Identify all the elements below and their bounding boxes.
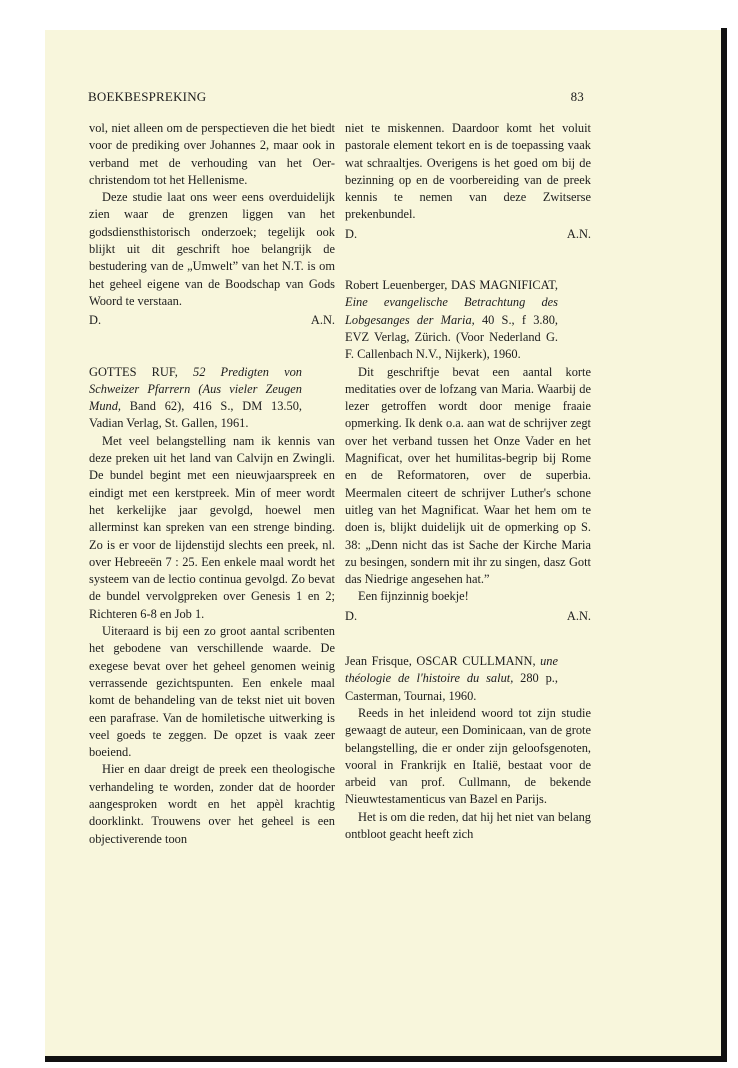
review-heading-text: Jean Frisque, OSCAR CULLMANN, [345, 654, 541, 669]
signature [345, 608, 591, 625]
paragraph: Reeds in het inleidend woord tot zijn studie gewaagt de auteur, een Dominicaan, van de grote belangstelling, die er onder zijn geloofsgenoten, vooral in Frankrijk en Italië, bestaat voor de arbeid van prof. Cullmann, de bekende Nieuwtestamenticus van Bazel en Parijs. [345, 705, 591, 807]
paragraph: Het is om die reden, dat hij het niet van belang ontbloot geacht heeft zich [345, 809, 591, 841]
paragraph: Deze studie laat ons weer eens overduidelijk zien waar de grenzen liggen van het godsdiensthistorisch onderzoek; tegelijk ook blijkt uit dit geschrift hoe belangrijk de bestudering van de „Umwelt” van het N.T. is om het geheel eigene van de Boodschap van Gods Woord te verstaan. [89, 190, 335, 308]
paragraph: Met veel belangstelling nam ik kennis van deze preken uit het land van Calvijn en Zwingli. De bundel begint met een nieuwjaarspreek en eindigt met een kerstpreek. Min of meer wordt het kerkelijke jaar gevolgd, hoewel men allerminst kan spreken van een strenge binding. Zo is er voor de lijdenstijd slechts een preek, nl. over Hebreeën 7 : 25. Een enkele maal wordt het systeem van de lectio continua gevolgd. Zo bevat de bundel vervolgpreken over Genesis 1 en 2; Richteren 6-8 en Job 1. [89, 433, 335, 621]
page-number: 83 [570, 89, 584, 104]
paragraph: vol, niet alleen om de perspectieven die het biedt voor de prediking over Johannes 2, maar ook in verband met de verhouding van het Oer-christendom tot het Hellenisme. [89, 121, 335, 187]
running-header [88, 89, 584, 109]
review-heading-italic: une théologie de l'histoire du salut, [345, 654, 558, 686]
paragraph: niet te miskennen. Daardoor komt het voluit pastorale element tekort en is de toepassing vaak wat schraaltjes. Overigens is het goed om bij de bezinning op en de voorbereiding van de preek kennis te nemen van deze Zwitserse prekenbundel. [345, 121, 591, 222]
left-column [89, 120, 335, 848]
review-heading [345, 277, 558, 363]
signature-right: A.N. [310, 313, 335, 328]
review-heading [89, 364, 302, 433]
signature-left: D. [345, 608, 358, 623]
signature [89, 312, 335, 329]
review-heading-text: GOTTES RUF, [89, 364, 193, 379]
review-heading [345, 653, 558, 705]
page-edge-shadow-bottom [45, 1056, 727, 1062]
paragraph: Hier en daar dreigt de preek een theologische verhandeling te worden, zonder dat de hoorder aangesproken wordt en het appèl krachtig doorklinkt. Trouwens over het geheel is een objectiverende toon [89, 762, 335, 846]
signature-left: D. [345, 226, 358, 241]
paragraph: Uiteraard is bij een zo groot aantal scribenten het gebodene van verschillende waarde. De exegese bevat over het geheel genomen weinig verrassende gezichtspunten. Een enkele maal komt de behandeling van de tekst niet uit boven een parafrase. Van de homiletische uitwerking is veel goeds te zeggen. De opzet is vaak zeer boeiend. [89, 624, 335, 760]
page-edge-shadow-right [721, 28, 727, 1062]
right-column [345, 120, 591, 843]
review-heading-text: 280 p., Casterman, Tournai, 1960. [345, 671, 558, 703]
running-title: BOEKBESPREKING [88, 89, 207, 104]
review-heading-text: Band 62), 416 S., DM 13.50, Vadian Verlag, St. Gallen, 1961. [89, 399, 302, 431]
review-heading-text: Robert Leuenberger, DAS MAGNIFICAT, [345, 278, 558, 293]
paragraph: Dit geschriftje bevat een aantal korte meditaties over de lofzang van Maria. Waarbij de lezer getroffen wordt door menige fraaie opmerking. Ik denk o.a. aan wat de schrijver zegt over het verband tussen het Onze Vader en het Magnificat, over het humilitas-begrip bij Rome en de Reformatoren, over de superbia. Meermalen citeert de schrijver Luther's schone uitleg van het Magnificat. Waar het hem om te doen is, blijkt duidelijk uit de opmerking op S. 38: „Denn nicht das ist Sache der Kirche Maria zu besingen, sondern mit ihr zu singen, dasz Gott das Niedrige angesehen hat.” [345, 364, 591, 587]
review-heading-italic: Eine evangelische Betrachtung des Lobgesanges der Maria, [345, 295, 558, 327]
review-heading-text: 40 S., f 3.80, EVZ Verlag, Zürich. (Voor Nederland G. F. Callenbach N.V., Nijkerk), 1960. [345, 312, 558, 362]
review-heading-italic: 52 Predigten von Schweizer Pfarrern (Aus vieler Zeugen Mund, [89, 364, 302, 414]
signature [345, 226, 591, 243]
paragraph: Een fijnzinnig boekje! [358, 589, 469, 604]
signature-right: A.N. [566, 226, 591, 241]
signature-left: D. [89, 313, 102, 328]
signature-right: A.N. [566, 608, 591, 623]
